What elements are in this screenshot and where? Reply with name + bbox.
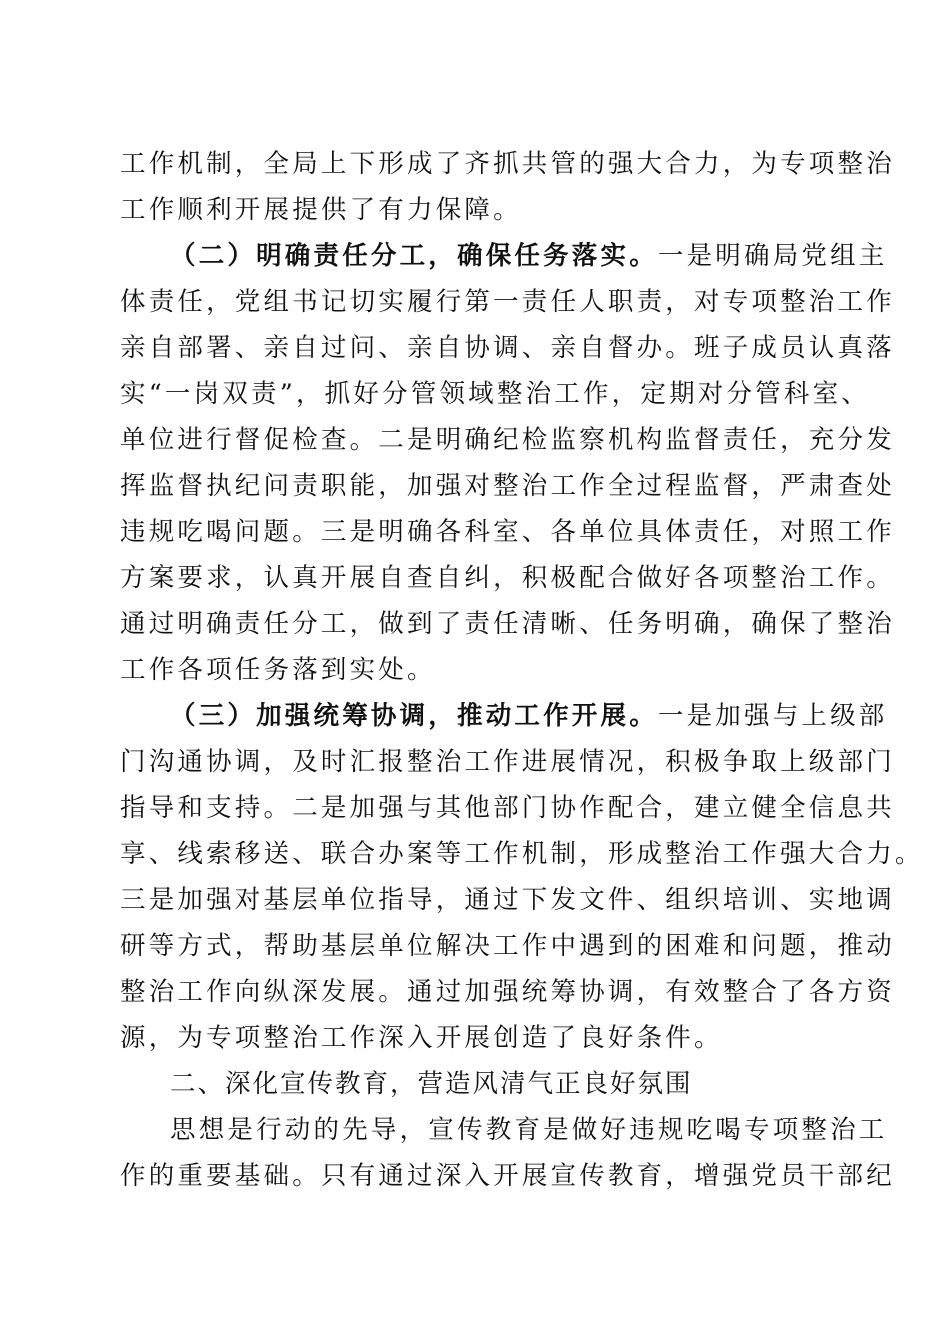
paragraph-2-line-4: 实“一岗双责”，抓好分管领域整治工作，定期对分管科室、 [120, 379, 870, 409]
paragraph-4-line-1: 思想是行动的先导，宣传教育是做好违规吃喝专项整治工 [170, 1115, 888, 1145]
paragraph-3-line-1 [170, 693, 888, 739]
paragraph-3-line-2: 门沟通协调，及时汇报整治工作进展情况，积极争取上级部门 [120, 747, 895, 777]
paragraph-3-lead-rest: 一是加强与上级部 [657, 701, 888, 731]
paragraph-3-line-8: 源，为专项整治工作深入开展创造了良好条件。 [120, 1023, 723, 1053]
paragraph-2-line-9: 通过明确责任分工，做到了责任清晰、任务明确，确保了整治 [120, 609, 895, 639]
paragraph-2-lead-heading: （二）明确责任分工，确保任务落实。 [170, 241, 658, 271]
paragraph-3-line-5: 三是加强对基层单位指导，通过下发文件、组织培训、实地调 [120, 885, 895, 915]
paragraph-2-line-5: 单位进行督促检查。二是明确纪检监察机构监督责任，充分发 [120, 425, 895, 455]
paragraph-4-line-2: 作的重要基础。只有通过深入开展宣传教育，增强党员干部纪 [120, 1161, 895, 1191]
paragraph-2-line-7: 违规吃喝问题。三是明确各科室、各单位具体责任，对照工作 [120, 517, 895, 547]
paragraph-2-lead-rest: 一是明确局党组主 [657, 241, 888, 271]
paragraph-3-line-4: 享、线索移送、联合办案等工作机制，形成整治工作强大合力。 [120, 839, 924, 869]
paragraph-2-line-1 [170, 233, 888, 279]
paragraph-2-line-2: 体责任，党组书记切实履行第一责任人职责，对专项整治工作 [120, 287, 895, 317]
paragraph-2-line-6: 挥监督执纪问责职能，加强对整治工作全过程监督，严肃查处 [120, 471, 895, 501]
paragraph-2-line-10: 工作各项任务落到实处。 [120, 655, 436, 685]
paragraph-3-lead-heading: （三）加强统筹协调，推动工作开展。 [170, 701, 658, 731]
paragraph-2-line-3: 亲自部署、亲自过问、亲自协调、亲自督办。班子成员认真落 [120, 333, 895, 363]
paragraph-1-line-2: 工作顺利开展提供了有力保障。 [120, 195, 522, 225]
paragraph-3-line-6: 研等方式，帮助基层单位解决工作中遇到的困难和问题，推动 [120, 931, 895, 961]
paragraph-1-line-1: 工作机制，全局上下形成了齐抓共管的强大合力，为专项整治 [120, 149, 895, 179]
paragraph-2-line-8: 方案要求，认真开展自查自纠，积极配合做好各项整治工作。 [120, 563, 895, 593]
paragraph-3-line-3: 指导和支持。二是加强与其他部门协作配合，建立健全信息共 [120, 793, 895, 823]
section-heading: 二、深化宣传教育，营造风清气正良好氛围 [170, 1069, 693, 1099]
paragraph-3-line-7: 整治工作向纵深发展。通过加强统筹协调，有效整合了各方资 [120, 977, 895, 1007]
